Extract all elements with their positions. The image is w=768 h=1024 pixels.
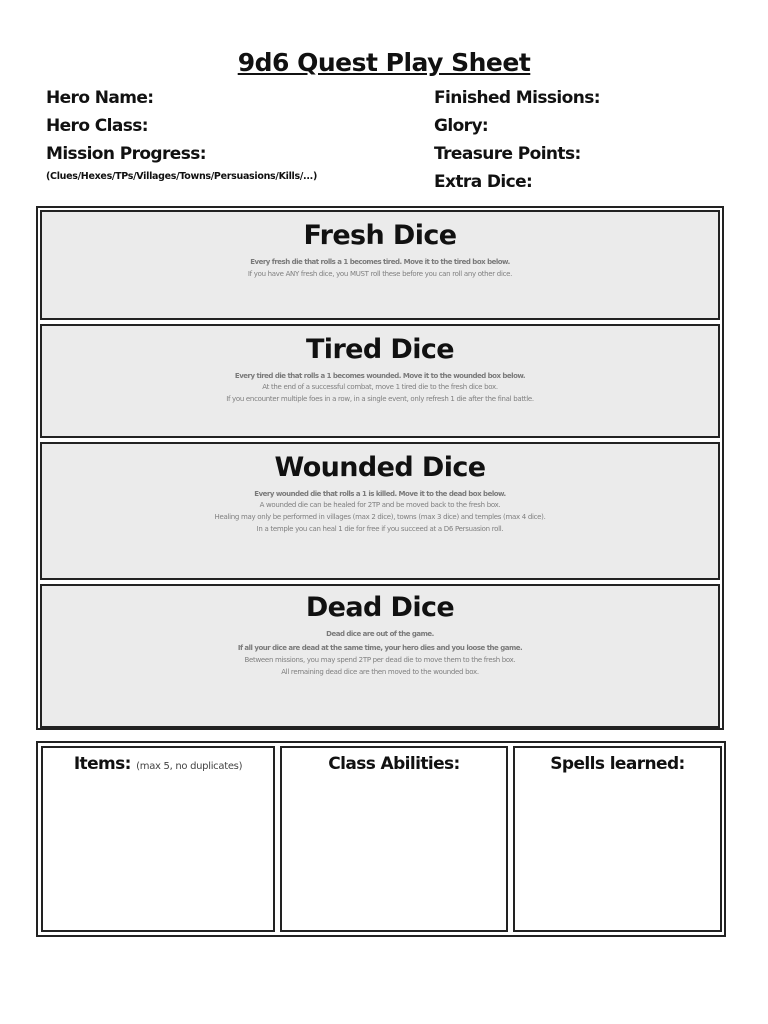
hero-name-label: Hero Name: <box>46 88 154 108</box>
tired-dice-note-1: At the end of a successful combat, move 1 tired die to the fresh dice box. <box>262 383 498 391</box>
items-note: (max 5, no duplicates) <box>136 761 243 772</box>
mission-progress-note: (Clues/Hexes/TPs/Villages/Towns/Persuasions/Kills/...) <box>46 171 317 182</box>
dead-dice-rule-2: If all your dice are dead at the same time, your hero dies and you loose the game. <box>237 644 523 652</box>
extra-dice-label: Extra Dice: <box>434 172 533 192</box>
glory-label: Glory: <box>434 116 489 136</box>
finished-missions-label: Finished Missions: <box>434 88 600 108</box>
wounded-dice-box[interactable] <box>40 442 720 580</box>
page-title: 9d6 Quest Play Sheet <box>237 48 531 77</box>
dead-dice-box[interactable] <box>40 584 720 728</box>
dead-dice-note-2: All remaining dead dice are then moved to the wounded box. <box>281 668 479 676</box>
wounded-dice-note-1: A wounded die can be healed for 2TP and be moved back to the fresh box. <box>259 501 501 509</box>
wounded-dice-rule: Every wounded die that rolls a 1 is killed. Move it to the dead box below. <box>254 490 506 498</box>
wounded-dice-title: Wounded Dice <box>274 452 486 483</box>
class-abilities-label: Class Abilities: <box>328 754 460 774</box>
fresh-dice-rule: Every fresh die that rolls a 1 becomes tired. Move it to the tired box below. <box>250 258 510 266</box>
dead-dice-note-1: Between missions, you may spend 2TP per dead die to move them to the fresh box. <box>244 656 516 664</box>
dead-dice-rule-1: Dead dice are out of the game. <box>326 630 434 638</box>
treasure-points-label: Treasure Points: <box>434 144 581 164</box>
fresh-dice-title: Fresh Dice <box>303 220 457 251</box>
wounded-dice-note-3: In a temple you can heal 1 die for free if you succeed at a D6 Persuasion roll. <box>256 525 504 533</box>
spells-label: Spells learned: <box>550 754 685 774</box>
tired-dice-title: Tired Dice <box>305 334 454 365</box>
fresh-dice-box[interactable] <box>40 210 720 320</box>
items-label: Items: <box>73 754 131 774</box>
tired-dice-note-2: If you encounter multiple foes in a row, in a single event, only refresh 1 die after the final battle. <box>226 395 534 403</box>
mission-progress-label: Mission Progress: <box>46 144 206 164</box>
class-abilities-panel[interactable] <box>280 746 508 932</box>
spells-panel[interactable] <box>513 746 722 932</box>
wounded-dice-note-2: Healing may only be performed in villages (max 2 dice), towns (max 3 dice) and temples (max 4 dice). <box>214 513 546 521</box>
fresh-dice-note: If you have ANY fresh dice, you MUST roll these before you can roll any other dice. <box>247 270 513 278</box>
hero-class-label: Hero Class: <box>46 116 148 136</box>
items-panel[interactable] <box>41 746 275 932</box>
dead-dice-title: Dead Dice <box>305 592 455 623</box>
tired-dice-rule: Every tired die that rolls a 1 becomes wounded. Move it to the wounded box below. <box>234 372 526 380</box>
tired-dice-box[interactable] <box>40 324 720 438</box>
items-heading <box>43 754 273 774</box>
